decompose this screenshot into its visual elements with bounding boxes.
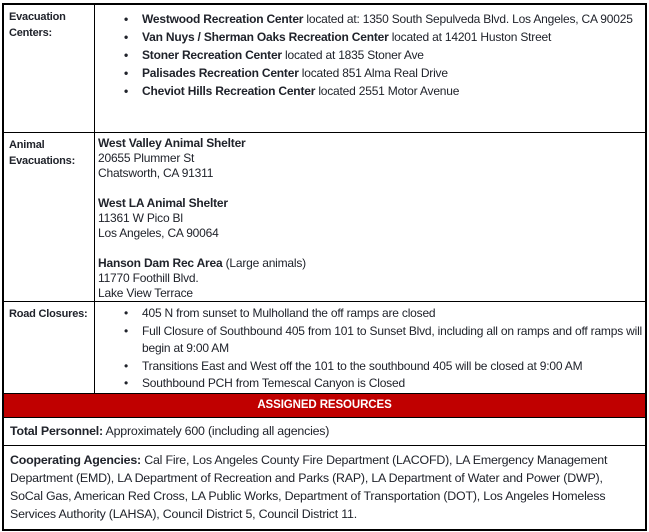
center-name: Van Nuys / Sherman Oaks Recreation Center (142, 30, 389, 44)
bullet-icon: • (124, 376, 129, 390)
bullet-icon: • (124, 323, 129, 338)
center-address: located at 1835 Stoner Ave (281, 48, 424, 62)
bullet-icon: • (124, 306, 129, 320)
bullet-icon: • (124, 48, 129, 62)
shelter-entry (98, 256, 641, 301)
center-name: Palisades Recreation Center (142, 66, 299, 80)
total-personnel-value: Approximately 600 (including all agencies) (102, 423, 330, 438)
center-name: Westwood Recreation Center (142, 12, 304, 26)
list-item (95, 10, 645, 28)
shelter-name-line (98, 196, 641, 211)
shelter-address-line1: 20655 Plummer St (98, 151, 195, 165)
shelter-address-line2: Los Angeles, CA 90064 (98, 226, 219, 240)
assigned-resources-title: ASSIGNED RESOURCES (257, 399, 392, 411)
center-name: Stoner Recreation Center (142, 48, 282, 62)
shelter-address-line1: 11770 Foothill Blvd. (98, 271, 199, 285)
center-address: located 851 Alma Real Drive (298, 66, 448, 80)
shelter-entry (98, 136, 641, 181)
center-name: Cheviot Hills Recreation Center (142, 84, 316, 98)
evacuation-centers-content (95, 5, 645, 132)
closure-text: Transitions East and West off the 101 to the southbound 405 will be closed at 9:00 AM (142, 358, 583, 373)
cooperating-agencies-row (4, 445, 645, 529)
animal-evacuations-label: Animal Evacuations: (4, 133, 95, 301)
list-item (95, 28, 645, 46)
total-personnel-row (4, 417, 645, 445)
closure-text: 405 N from sunset to Mulholland the off ramps are closed (142, 306, 436, 320)
shelter-name: West Valley Animal Shelter (98, 136, 246, 150)
bullet-icon: • (124, 84, 129, 98)
closure-text: Full Closure of Southbound 405 from 101 to Sunset Blvd, including all on ramps and off ramps will begin at 9:00 AM (142, 323, 642, 355)
shelter-address-line1: 11361 W Pico Bl (98, 211, 183, 225)
cooperating-agencies-label: Cooperating Agencies: (10, 452, 141, 467)
list-item (95, 46, 645, 64)
list-item (95, 64, 645, 82)
center-address: located 2551 Motor Avenue (315, 84, 460, 98)
assigned-resources-banner (4, 393, 645, 417)
road-closures-label: Road Closures: (4, 302, 95, 393)
list-item (95, 323, 645, 358)
evacuation-centers-label: Evacuation Centers: (4, 5, 95, 132)
list-item (95, 358, 645, 376)
bullet-icon: • (124, 30, 129, 44)
shelter-address-line2: Chatsworth, CA 91311 (98, 166, 214, 180)
shelter-name-suffix: (Large animals) (222, 256, 306, 270)
row-evacuation-centers (4, 5, 645, 132)
shelter-name-line (98, 256, 641, 271)
shelter-name: Hanson Dam Rec Area (98, 256, 223, 270)
bullet-icon: • (124, 12, 129, 26)
cooperating-agencies-value: Cal Fire, Los Angeles County Fire Department (LACOFD), LA Emergency Management Department (EMD), LA Department of Recreation and Parks (RAP), LA Department of Water and Power (DWP), SoCal Gas, American Red Cross, LA Public Works, Department of Transportation (DOT), Los Angeles Homeless Services Authority (LAHSA), Council District 5, Council District 11. (10, 452, 608, 521)
row-animal-evacuations (4, 132, 645, 301)
list-item (95, 375, 645, 393)
road-closures-content (95, 302, 645, 393)
list-item (95, 82, 645, 100)
bullet-icon: • (124, 358, 129, 373)
road-closures-list (95, 302, 645, 393)
center-address: located at 14201 Huston Street (388, 30, 552, 44)
center-address: located at: 1350 South Sepulveda Blvd. Los Angeles, CA 90025 (303, 12, 633, 26)
closure-text: Southbound PCH from Temescal Canyon is Closed (142, 376, 405, 390)
total-personnel-label: Total Personnel: (10, 423, 103, 438)
evacuation-centers-list (95, 5, 645, 100)
shelter-address-line2: Lake View Terrace (98, 286, 193, 300)
shelter-entry (98, 196, 641, 241)
list-item (95, 305, 645, 323)
row-road-closures (4, 301, 645, 393)
incident-report-table (2, 3, 647, 531)
animal-evacuations-content (95, 133, 645, 301)
shelter-name: West LA Animal Shelter (98, 196, 228, 210)
shelter-name-line (98, 136, 641, 151)
bullet-icon: • (124, 66, 129, 80)
